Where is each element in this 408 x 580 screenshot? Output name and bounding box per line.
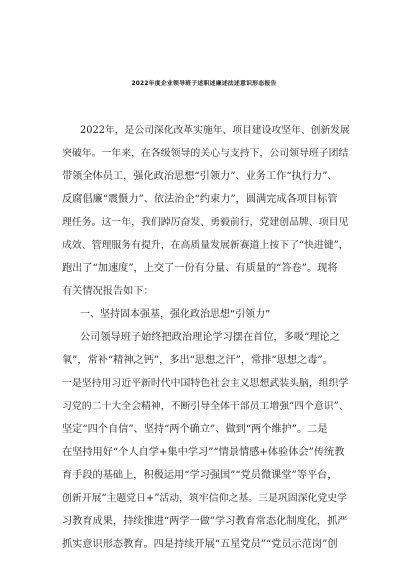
paragraph-line: 抓实意识形态教育。四是持续开展“五星党员”“党员示范岗”创 bbox=[62, 539, 338, 550]
paragraph-line: 2022年，是公司深化改革实施年、项目建设攻坚年、创新发展 bbox=[80, 125, 350, 136]
paragraph-line: 有关情况报告如下： bbox=[62, 286, 154, 297]
section-heading: 一、坚持固本强基，强化政治思想“引领力” bbox=[80, 309, 271, 320]
paragraph-line: 反腐倡廉“震慑力”、依法治企“约束力”，圆满完成各项目标管 bbox=[62, 194, 338, 205]
paragraph-line: 理任务。这一年，我们踔厉奋发、勇毅前行，党建创品牌、项目见 bbox=[62, 217, 349, 228]
paragraph-line: 一是坚持用习近平新时代中国特色社会主义思想武装头脑，组织学 bbox=[62, 378, 349, 389]
paragraph-line: 公司领导班子始终把政治理论学习摆在首位，多吸“理论之 bbox=[80, 332, 340, 343]
paragraph-line: 习教育成果，持续推进“两学一做”学习教育常态化制度化，抓严 bbox=[62, 516, 348, 527]
paragraph-line: 育手段的基础上，积极运用“学习强国”“党员微课堂”等平台， bbox=[62, 470, 338, 481]
paragraph-line: 坚定“四个自信”、坚持“两个确立”、做到“两个维护”。二是 bbox=[62, 424, 328, 435]
paragraph-line: 在坚持用好“个人自学+集中学习”“情景情感+体验体会”传统教 bbox=[62, 447, 345, 458]
paragraph-line: 习党的二十大全会精神，不断引导全体干部员工增强“四个意识”、 bbox=[62, 401, 349, 412]
paragraph-line: 突破年。一年来，在各级领导的关心与支持下，公司领导班子团结 bbox=[62, 148, 349, 159]
paragraph-line: 带领全体员工，强化政治思想“引领力”、业务工作“执行力”、 bbox=[62, 171, 338, 182]
paragraph-line: 创新开展“主题党日+”活动，筑牢信仰之基。三是巩固深化党史学 bbox=[62, 493, 347, 504]
paragraph-line: 跑出了“加速度”，上交了一份有分量、有质量的“答卷”。现将 bbox=[62, 263, 338, 274]
document-title: 2022年度企业领导班子述职述廉述法述意识形态报告 bbox=[131, 81, 277, 87]
paragraph-line: 氧”，常补“精神之钙”，多出“思想之汗”，常排“思想之毒”。 bbox=[62, 355, 333, 366]
paragraph-line: 成效、管理服务有提升，在高质量发展新赛道上按下了“快进键”， bbox=[62, 240, 349, 251]
